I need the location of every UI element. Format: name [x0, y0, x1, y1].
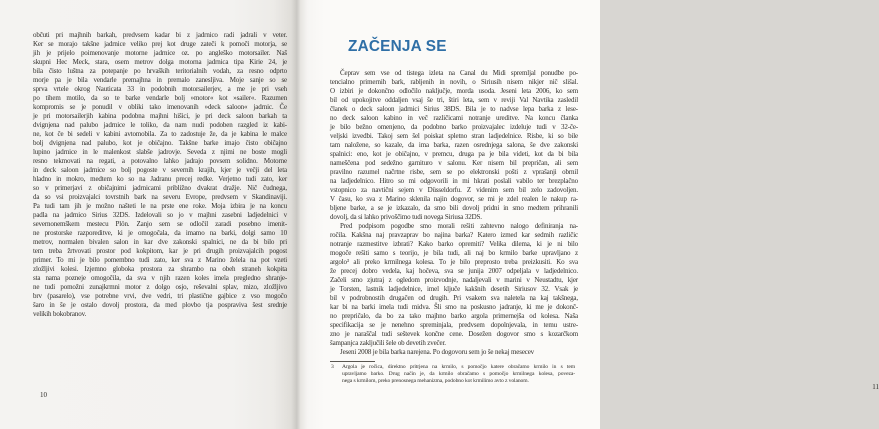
footnote-rule [330, 361, 375, 362]
text-line: veljski izvedbi. Takoj sem šel poiskat spletno stran ladjedelnice. Risbe, ki so bile [330, 132, 578, 140]
text-line: hladno in mokro, medtem ko so na Jadranu precej redke. Verjetno tudi zato, ker [33, 175, 287, 183]
text-line: Čeprav sem vse od tistega izleta na Canal du Midi spremljal ponudbe po- [340, 69, 578, 77]
text-line: morje pa je bila vendarle premajhna in premalo zanesljiva. Moje sanje so se [33, 76, 287, 84]
text-line: sta nama pozneje omogočila, da sva v njih razen koles imela pregledno shranje- [33, 274, 287, 282]
text-line: V času, ko sva z Marino sklenila najin dogovor, se mi je zdel realen le nakup ra- [330, 195, 578, 203]
text-line: O izbiri je dokončno odločilo naključje, morda usoda. Jeseni leta 2006, ko sem [330, 87, 578, 95]
text-line: je bilo bežno omenjeno, da podobno barko proizvajalec izdeluje tudi v 32-če- [330, 123, 578, 131]
footnote-marker: 3 [331, 364, 334, 370]
chapter-heading: ZAČENJA SE [348, 38, 447, 55]
text-line: članek o deck saloon jadrnici Sirius 38DS. Bila je to nadvse lepa barka z lese- [330, 105, 578, 113]
text-line: pravilno razumel načrtne risbe, sem se po elektronski pošti z vprašanji obrnil [330, 168, 578, 176]
text-line: vstopnico za navtični sejem v Düsseldorfu. Z videnim sem bil zelo zadovoljen. [330, 186, 578, 194]
text-line: so v primerjavi z običajnimi jadrnicami približno dvakrat dražje. Nič čudnega, [33, 184, 287, 192]
text-line: na ladjedelnico. Hitro so mi odgovorili in mi hkrati poslali vabilo ter brezplačno [330, 177, 578, 185]
text-line: padla na jadrnico Sirius 32DS. Izdelovali so jo v majhni zasebni ladjedelnici v [33, 211, 287, 219]
text-line: ne prostorske razporeditve, ki je omogočala, da imamo na barki, dolgi samo 10 [33, 229, 287, 237]
text-line: zložljivi kolesi. Izjemno globoka prostora za shrambo na obeh straneh kokpita [33, 265, 287, 273]
text-line: kompromis se je ponudil v obliki tako imenovanih »deck saloon« jadrnic. Če [33, 103, 287, 111]
page-number: 10 [40, 391, 47, 399]
text-line: nameščena pod sedežno garnituro v salonu. Ker nisem bil prepričan, ali sem [330, 159, 578, 167]
text-line: da so vsi proizvajalci tovrstnih bark na severu Evrope, predvsem v Skandinaviji. [33, 193, 287, 201]
text-line: kar bi na barki imela tudi midva. Šli smo na poskusno jadranje, ki me je dokonč- [330, 303, 578, 311]
left-page [0, 0, 297, 429]
text-line: dvignjena nad palubo jadrnice le toliko, da nam nudi podoben razgled iz kabi- [33, 121, 287, 129]
text-line: jih je prijelo poimenovanje motorne jadrnice oz. po angleško motorsailer. Naš [33, 49, 287, 57]
text-line: lupino jadrnice in le malenkost slabše jadrovje. Seveda z njimi ne boste mogli [33, 148, 287, 156]
text-line: primer. To mi je bilo pomembno tudi zato, ker sva z Marino želela na pot vzeti [33, 256, 287, 264]
text-line: je pri motorsailerjih kabina podobna majhni hišici, je pri deck saloon barkah ta [33, 112, 287, 120]
text-line: skupni Hec Meck, stara, osem metrov dolga motorna jadrnica tipa Kirie 24, je [33, 58, 287, 66]
text-line: je Torsten, lastnik ladjedelnice, imel ključe kakšnih desetih Siriusov 32. Vsak je [330, 285, 578, 293]
text-line: nega s krmilom, preko prenosnega mehanizma, podobno kot krmilimo avto z volanom. [342, 378, 529, 385]
text-line: Pa tudi tam jih je možno našteti le na prste ene roke. Moja izbira je na koncu [33, 202, 287, 210]
text-line: Pred podpisom pogodbe smo morali rešiti zahtevno nalogo definiranja na- [340, 222, 578, 230]
text-line: po tihem motilo, da so te barke vendarle bolj »motor« kot »sailer«. Razumen [33, 94, 287, 102]
footnote-text [342, 364, 575, 386]
text-line: bil od upokojitve oddaljen vsaj še tri, štiri leta, sem v reviji Val Navtika zasledil [330, 96, 578, 104]
text-line: severnonemškem mestecu Plön. Zanjo sem se odločil zaradi posebno imenit- [33, 220, 287, 228]
text-line: spalnici: eno, kot je običajno, v premcu, druga pa je bila videti, kot da bi bila [330, 150, 578, 158]
text-line: Začeli smo zjutraj z ogledom proizvodnje, nadaljevali v marini v Neustadtu, kjer [330, 276, 578, 284]
text-line: šaro in še je ostalo dovolj prostora, da med plovbo tja pospraviva šest srednje [33, 301, 287, 309]
text-line: bljene barke, a se je izkazalo, da smo bili dovolj pridni in smo medtem prihranili [330, 204, 578, 212]
text-line: tam naložene, so kazale, da ima barka, razen osrednjega salona, še dve zakonski [330, 141, 578, 149]
text-line: no prepričalo, da bo za tako majhno barko argola primernejša od kolesa. Naša [330, 312, 578, 320]
text-line: zno je naraščal tudi seštevek končne cene. Dosežen dogovor smo s kozarčkom [330, 330, 578, 338]
text-line: no deck saloon kabino in več različicami notranje ureditve. Na koncu članka [330, 114, 578, 122]
text-line: ne, kot če bi sedeli v kabini avtomobila. Za to zadostuje že, da je kabina le malce [33, 130, 287, 138]
text-line: že precej dobro vedela, kaj hočeva, sva se junija 2007 odpeljala v ladjedelnico. [330, 267, 578, 275]
page-number: 11 [872, 383, 879, 391]
text-line: občuti pri majhnih barkah, predvsem kadar bi z jadrnico radi jadrali v veter. [33, 31, 287, 39]
text-line: upravljamo barko. Drug način je, da krmilo obračamo s pomočjo krmilnega kolesa, poveza- [342, 371, 575, 378]
paragraph [330, 348, 578, 357]
right-page-body-text [330, 69, 578, 357]
text-line: tem treba žrtvovati prostor pod kokpitom, kar je pri drugih proizvajalcih pogost [33, 247, 287, 255]
text-line: Ker se morajo takšne jadrnice veliko prej kot druge zateči k pomoči motorja, se [33, 40, 287, 48]
text-line: metrov, normalen bivalen salon in kar dve zakonski spalnici, ne da bi bilo pri [33, 238, 287, 246]
text-line: specifikacija se je nenehno spreminjala, predvsem dopolnjevala, in temu ustre- [330, 321, 578, 329]
text-line: notranje razmestitve izbrati? Kako barko opremiti? Velika dilema, ki je ni bilo [330, 240, 578, 248]
text-line: ne tudi pomožni zunajkrmni motor z dolgo osjo, reševalni splav, mizo, zložljivo [33, 283, 287, 291]
text-line: velikih bokobranov. [33, 310, 87, 318]
paragraph [330, 69, 578, 222]
text-line: sprva vrtele okrog Nauticata 33 in podobnih motorsailerjev, a me je pri vseh [33, 85, 287, 93]
text-line: Jeseni 2008 je bila barka narejena. Po dogovoru sem jo še nekaj mesecev [340, 348, 535, 356]
text-line: resno tekmovati na regati, a potovalno lahko jadrajo povsem solidno. Motorne [33, 157, 287, 165]
text-line: bila čisto luštna za potepanje po hrvaških teritorialnih vodah, za resno odprto [33, 67, 287, 75]
text-line: argolo³ ali preko krmilnega kolesa. To je bilo preprosto treba preizkusiti. Ko sva [330, 258, 578, 266]
left-page-body-text [33, 31, 287, 319]
text-line: bolj dvignjena nad palubo, kot je običajno. Takšne barke imajo čisto običajno [33, 139, 287, 147]
text-line: Argola je ročica, direktno pritrjena na krmilo, s pomočjo katere obračamo krmilo in s tem [342, 364, 575, 370]
text-line: mogoče rešiti samo s teorijo, je bila tudi, ali naj bo krmilo barke upravljano z [330, 249, 578, 257]
text-line: tencialno primernih bark, rabljenih in novih, o Siriusih nisem nikjer nič slišal. [330, 78, 578, 86]
text-line: bil v podrobnostih drugačen od drugih. Pri vsakem sva naletela na kaj takšnega, [330, 294, 578, 302]
text-line: ročila. Kakšna naj pravzaprav bo najina barka? Katero izmed kar sedmih različic [330, 231, 578, 239]
text-line: brv (pasarelo), vse potrebne vrvi, dve vedri, tri plastične gajbice z vso mogočo [33, 292, 287, 300]
paragraph [330, 222, 578, 348]
text-line: šampanjca zaključili šele ob devetih zvečer. [330, 339, 446, 347]
text-line: in deck saloon jadrnice so bolj pogoste v severnih krajih, kjer je večji del leta [33, 166, 287, 174]
text-line: dovolj, da si lahko privoščimo tudi novega Siriusa 32DS. [330, 213, 482, 221]
right-page [297, 0, 879, 429]
